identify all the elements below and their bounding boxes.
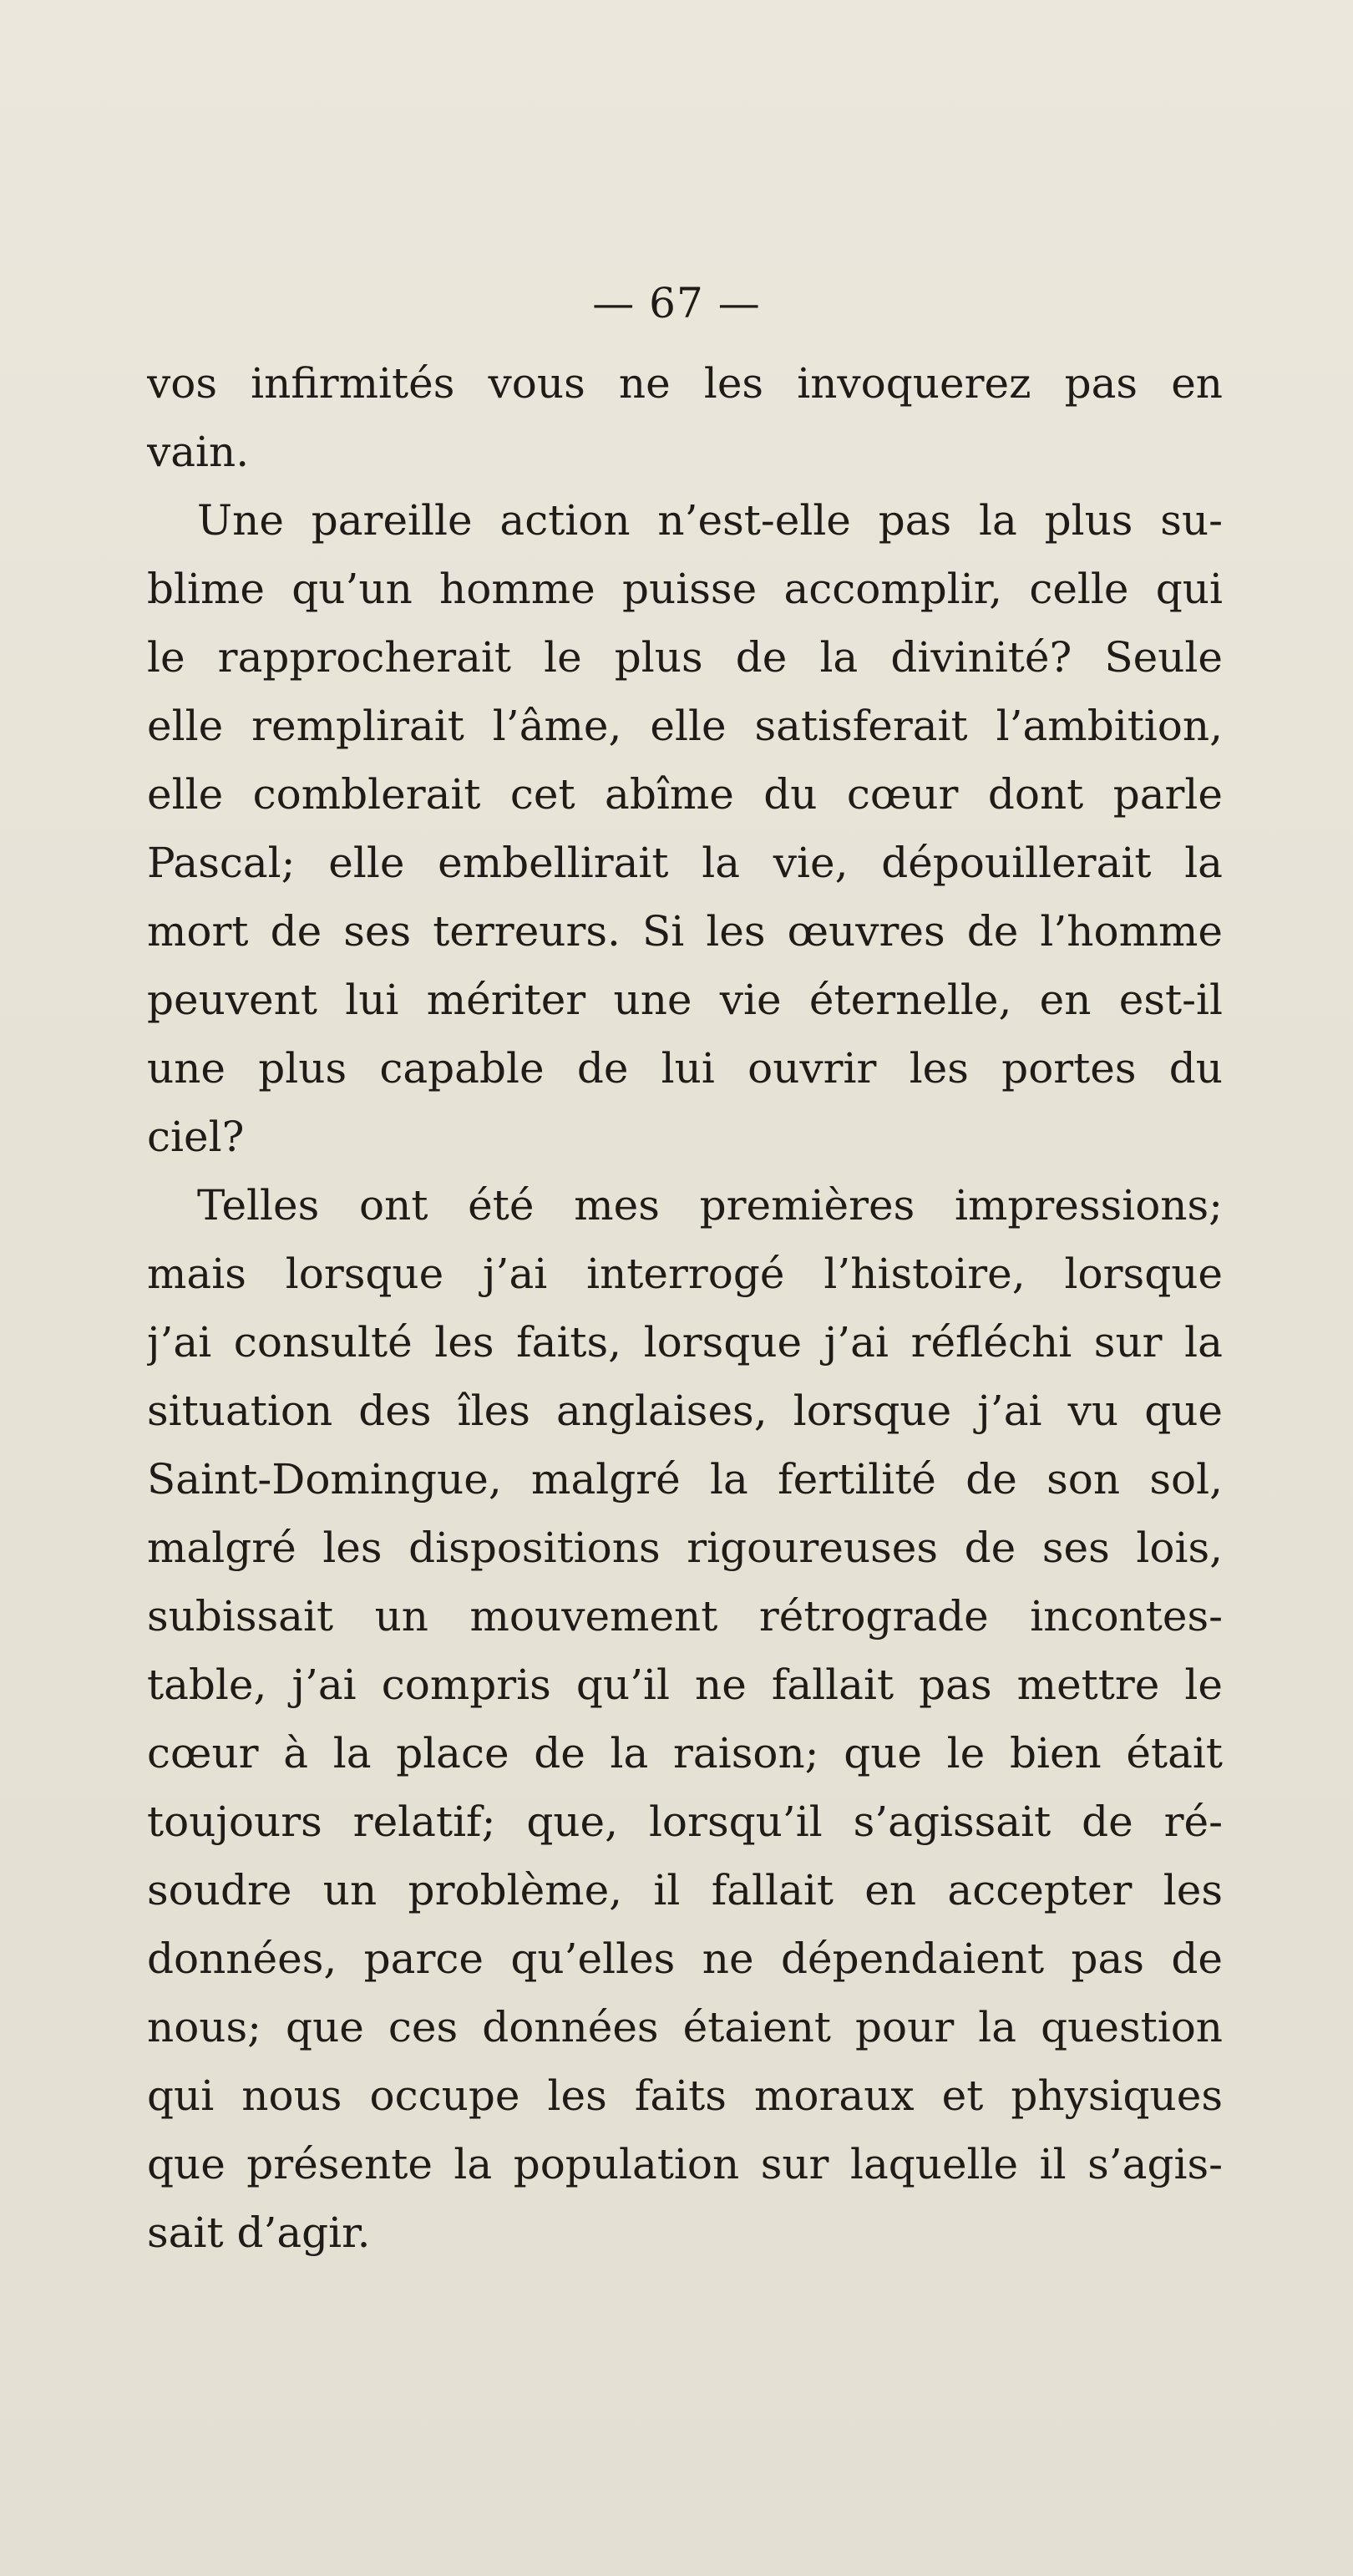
text-line: que présente la population sur laquelle il s’agis- — [147, 2140, 1223, 2188]
text-line: peuvent lui mériter une vie éternelle, en est-il — [147, 976, 1223, 1024]
text-line: subissait un mouvement rétrograde incontes- — [147, 1592, 1223, 1640]
text-line: Une pareille action n’est-elle pas la plus su- — [197, 496, 1223, 545]
text-line: nous; que ces données étaient pour la question — [147, 2003, 1223, 2051]
text-line: données, parce qu’elles ne dépendaient pas de — [147, 1935, 1223, 1983]
page-number-header: — 67 — — [592, 279, 761, 327]
text-line: malgré les dispositions rigoureuses de ses lois, — [147, 1524, 1223, 1572]
text-line: vain. — [147, 428, 250, 476]
text-line: Telles ont été mes premières impressions; — [197, 1181, 1223, 1230]
body-text — [147, 349, 1223, 2267]
text-line: vos infirmités vous ne les invoquerez pas en — [147, 359, 1223, 408]
text-line: j’ai consulté les faits, lorsque j’ai réfléchi sur la — [147, 1318, 1223, 1367]
text-line: blime qu’un homme puisse accomplir, celle qui — [147, 565, 1223, 613]
text-line: une plus capable de lui ouvrir les portes du — [147, 1044, 1223, 1093]
text-line: Pascal; elle embellirait la vie, dépouillerait la — [147, 839, 1223, 887]
text-line: mort de ses terreurs. Si les œuvres de l’homme — [147, 907, 1223, 956]
text-line: qui nous occupe les faits moraux et physiques — [147, 2071, 1223, 2120]
text-line: elle comblerait cet abîme du cœur dont parle — [147, 770, 1223, 819]
text-line: Saint-Domingue, malgré la fertilité de son sol, — [147, 1455, 1223, 1504]
text-line: elle remplirait l’âme, elle satisferait l’ambition, — [147, 702, 1223, 750]
text-line: soudre un problème, il fallait en accepter les — [147, 1866, 1223, 1914]
text-line: sait d’agir. — [147, 2208, 371, 2257]
text-line: mais lorsque j’ai interrogé l’histoire, lorsque — [147, 1250, 1223, 1298]
text-line: le rapprocherait le plus de la divinité? Seule — [147, 633, 1223, 682]
text-line: situation des îles anglaises, lorsque j’ai vu que — [147, 1387, 1223, 1435]
text-line: toujours relatif; que, lorsqu’il s’agissait de ré- — [147, 1798, 1223, 1846]
text-line: ciel? — [147, 1113, 245, 1161]
text-line: table, j’ai compris qu’il ne fallait pas mettre le — [147, 1661, 1223, 1709]
text-line: cœur à la place de la raison; que le bien était — [147, 1729, 1223, 1777]
